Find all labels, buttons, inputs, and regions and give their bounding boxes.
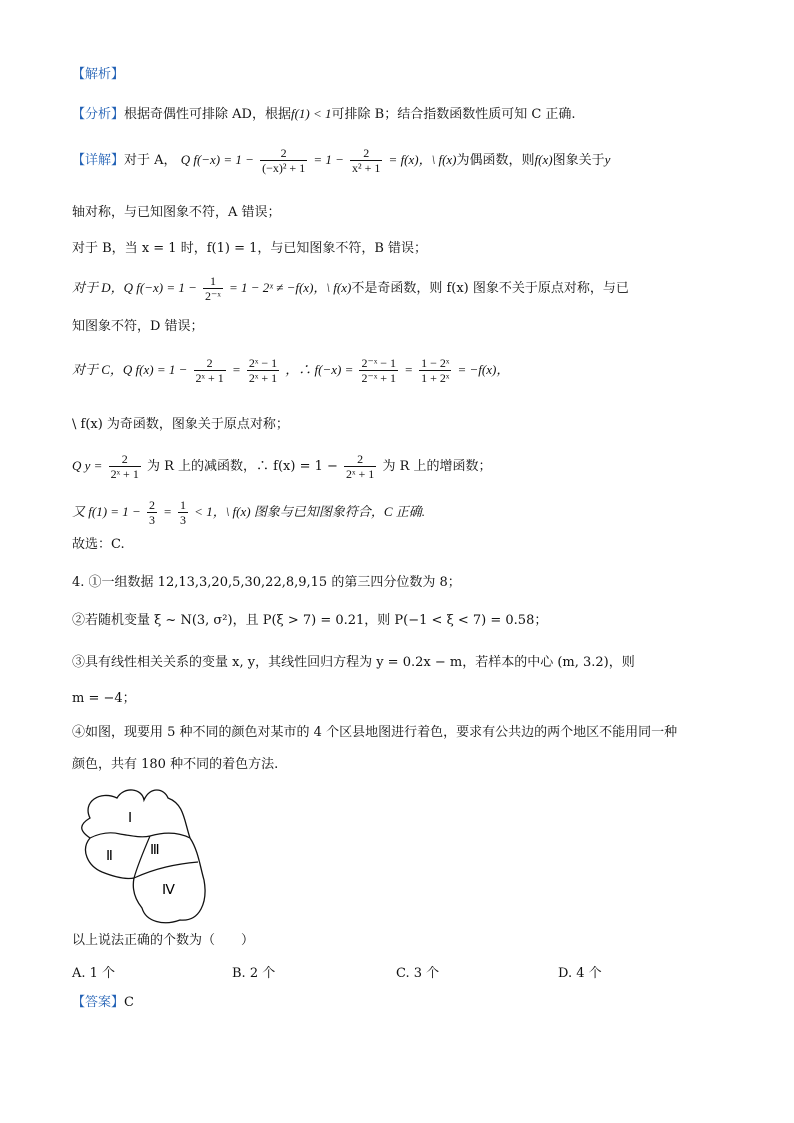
q4-statement-2: ②若随机变量 ξ ~ N(3, σ²)，且 P(ξ > 7) = 0.21，则 P(−1 < ξ < 7) = 0.58； <box>72 613 548 628</box>
detail-line-4 <box>72 274 629 303</box>
detail-6-mid: ，∴ f(−x) = <box>285 362 354 377</box>
fenxi-text-1: 根据奇偶性可排除 AD，根据 <box>124 107 291 122</box>
option-b: B. 2 个 <box>232 966 276 981</box>
detail-line-8 <box>72 452 492 481</box>
fraction: $\frac{1}{\text{2⁻ˣ}}$ <box>205 274 221 303</box>
map-border-iii-iv <box>134 862 198 878</box>
q4-statement-4-cont: 颜色，共有 180 种不同的着色方法. <box>72 757 279 772</box>
detail-line-9 <box>72 498 425 527</box>
detail-line-7: \ f(x) 为奇函数，图象关于原点对称； <box>72 417 289 432</box>
fraction: $\frac{2}{\text{2ˣ + 1}}$ <box>110 452 139 481</box>
detail-1-text: 为偶函数，则 <box>456 153 535 168</box>
detail-1-prefix: 对于 A， <box>124 153 177 168</box>
q4-statement-4: ④如图，现要用 5 种不同的颜色对某市的 4 个区县地图进行着色，要求有公共边的两个地区不能用同一种 <box>72 725 678 740</box>
detail-1-lhs: Q f(−x) = 1 − <box>180 152 254 167</box>
q4-statement-3: ③具有线性相关关系的变量 x, y，其线性回归方程为 y = 0.2x − m，若样本的中心 (m, 3.2)，则 <box>72 655 635 670</box>
fraction: $\frac{2}{\text{2ˣ + 1}}$ <box>195 356 224 385</box>
detail-4-text: 不是奇函数，则 f(x) 图象不关于原点对称，与已 <box>351 281 629 296</box>
q4-statement-1: 4. ①一组数据 12,13,3,20,5,30,22,8,9,15 的第三四分位数为 8； <box>72 575 461 590</box>
detail-1-text-2: 图象关于 <box>552 153 605 168</box>
map-region-3: Ⅲ <box>150 843 160 858</box>
detail-1-end: = f(x)，\ f(x) <box>388 152 457 167</box>
detail-6-prefix: 对于 C，Q f(x) = 1 − <box>72 362 188 377</box>
fraction: $\frac{2}{3}$ <box>148 498 155 527</box>
detail-6-eq-2: = <box>404 362 413 377</box>
detail-line-1 <box>72 146 610 175</box>
map-region-2: Ⅱ <box>106 849 113 864</box>
answer-line <box>72 994 134 1012</box>
fraction: $\frac{\text{1 − 2ˣ}}{\text{1 + 2ˣ}}$ <box>421 356 450 385</box>
map-border-i-iii <box>150 833 190 838</box>
fenxi-label: 【分析】 <box>72 107 125 122</box>
fraction: $\frac{2}{\text{2ˣ + 1}}$ <box>346 452 375 481</box>
fraction: $\frac{\text{2ˣ − 1}}{\text{2ˣ + 1}}$ <box>248 356 278 385</box>
map-border-i-ii <box>90 833 150 838</box>
answer-label: 【答案】 <box>72 995 125 1010</box>
fraction: $\frac{2}{\text{x² + 1}}$ <box>352 146 381 175</box>
detail-8-text-2: 为 R 上的增函数； <box>382 459 492 474</box>
fenxi-math: f(1) < 1 <box>290 106 332 121</box>
detail-9-prefix: 又 f(1) = 1 − <box>72 504 141 519</box>
region-map-figure <box>72 780 222 930</box>
map-border-ii-iii <box>134 836 150 878</box>
detail-line-10: 故选：C. <box>72 537 125 552</box>
map-region-1: Ⅰ <box>128 811 133 826</box>
detail-line-5: 知图象不符，D 错误； <box>72 319 204 334</box>
detail-6-eq: = <box>231 362 241 377</box>
fraction: $\frac{\text{2⁻ˣ − 1}}{\text{2⁻ˣ + 1}}$ <box>361 356 397 385</box>
fenxi-text-2: 可排除 B；结合指数函数性质可知 C 正确. <box>331 107 576 122</box>
detail-9-end: < 1，\ f(x) 图象与已知图象符合，C 正确. <box>194 504 426 519</box>
map-outline <box>82 790 205 923</box>
detail-line-2: 轴对称，与已知图象不符，A 错误； <box>72 205 281 220</box>
map-region-4: Ⅳ <box>162 883 175 898</box>
q4-question: 以上说法正确的个数为（ ） <box>72 933 255 948</box>
detail-9-eq: = <box>163 504 172 519</box>
detail-line-3: 对于 B，当 x = 1 时，f(1) = 1，与已知图象不符，B 错误； <box>72 241 428 256</box>
detail-4-mid: = 1 − 2ˣ ≠ −f(x)，\ f(x) <box>228 280 352 295</box>
detail-4-prefix: 对于 D，Q f(−x) = 1 − <box>72 280 197 295</box>
detail-8-text-1: 为 R 上的减函数，∴ f(x) = 1 − <box>146 459 338 474</box>
option-c: C. 3 个 <box>396 966 440 981</box>
analysis-summary <box>72 105 576 124</box>
xiangjie-label: 【详解】 <box>72 153 125 168</box>
fraction: $\frac{1}{3}$ <box>180 498 187 527</box>
option-d: D. 4 个 <box>558 966 602 981</box>
detail-8-prefix: Q y = <box>72 458 103 473</box>
detail-1-y: y <box>604 152 611 167</box>
detail-1-mid: = 1 − <box>313 152 344 167</box>
answer-value: C <box>124 995 134 1010</box>
detail-line-6 <box>72 356 509 385</box>
q4-statement-3-cont: m = −4； <box>72 691 136 706</box>
detail-1-fx: f(x) <box>534 152 553 167</box>
option-a: A. 1 个 <box>72 966 116 981</box>
detail-6-end: = −f(x)， <box>457 362 510 377</box>
analysis-heading: 【解析】 <box>72 67 125 82</box>
fraction: $\frac{2}{\text{(−x)² + 1}}$ <box>262 146 306 175</box>
